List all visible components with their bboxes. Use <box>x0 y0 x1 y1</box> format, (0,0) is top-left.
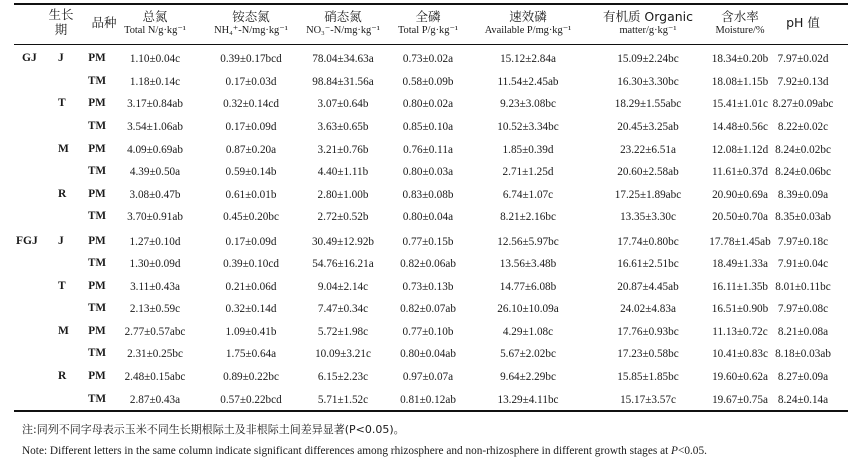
table-cell: 16.11±1.35b <box>711 281 769 293</box>
treatment-label: PM <box>88 370 106 382</box>
table-cell: 0.97±0.07a <box>402 371 454 383</box>
table-cell: 10.52±3.34bc <box>497 121 559 133</box>
table-cell: 3.08±0.47b <box>129 189 181 201</box>
header-col-zh: 有机质 Organic <box>602 9 694 24</box>
table-cell: 2.80±1.00b <box>317 189 369 201</box>
table-cell: 8.21±2.16bc <box>500 211 556 223</box>
table-cell: 0.81±0.12ab <box>400 394 456 406</box>
table-cell: 15.12±2.84a <box>500 53 556 65</box>
stage-label: J <box>58 235 64 247</box>
table-cell: 1.85±0.39d <box>502 144 554 156</box>
table-cell: 0.17±0.03d <box>225 76 277 88</box>
table-cell: 4.40±1.11b <box>317 166 369 178</box>
table-cell: 8.24±0.14a <box>777 394 829 406</box>
header-col-4 <box>388 9 468 38</box>
treatment-label: PM <box>88 188 106 200</box>
table-cell: 18.49±1.33a <box>712 258 768 270</box>
table-cell: 5.71±1.52c <box>317 394 369 406</box>
table-cell: 2.77±0.57abc <box>124 326 186 338</box>
table-cell: 1.27±0.10d <box>129 236 181 248</box>
table-cell: 8.39±0.09a <box>777 189 829 201</box>
table-cell: 8.24±0.06bc <box>775 166 831 178</box>
header-col-zh: 速效磷 <box>509 9 547 24</box>
table-cell: 30.49±12.92b <box>311 236 375 248</box>
stage-label: R <box>58 188 67 200</box>
table-cell: 7.91±0.04c <box>777 258 829 270</box>
table-cell: 7.97±0.18c <box>777 236 829 248</box>
table-cell: 0.73±0.02a <box>402 53 454 65</box>
table-cell: 8.01±0.11bc <box>775 281 831 293</box>
table-cell: 0.39±0.10cd <box>223 258 279 270</box>
table-cell: 0.76±0.11a <box>403 144 453 156</box>
table-cell: 7.47±0.34c <box>317 303 369 315</box>
note-chinese: 注:同列不同字母表示玉米不同生长期根际土及非根际土间差异显著(P<0.05)。 <box>22 423 405 436</box>
header-col-en: NH₄⁺-N/mg·kg⁻¹ <box>214 25 288 36</box>
table-cell: 6.74±1.07c <box>502 189 554 201</box>
table-cell: 0.59±0.14b <box>225 166 277 178</box>
table-cell: 11.54±2.45ab <box>497 76 559 88</box>
table-cell: 0.45±0.20bc <box>223 211 279 223</box>
treatment-label: TM <box>87 302 107 314</box>
table-cell: 4.29±1.08c <box>502 326 554 338</box>
table-cell: 8.22±0.02c <box>777 121 829 133</box>
stage-label: R <box>58 370 67 382</box>
table-cell: 5.67±2.02bc <box>500 348 556 360</box>
table-cell: 17.23±0.58bc <box>617 348 679 360</box>
treatment-label: PM <box>88 325 106 337</box>
table-cell: 18.34±0.20b <box>711 53 769 65</box>
table-cell: 20.90±0.69a <box>712 189 768 201</box>
table-cell: 3.17±0.84ab <box>127 98 183 110</box>
table-cell: 10.09±3.21c <box>315 348 371 360</box>
header-stage <box>46 7 76 37</box>
table-cell: 19.67±0.75a <box>712 394 768 406</box>
table-cell: 2.48±0.15abc <box>124 371 186 383</box>
table-cell: 23.22±6.51a <box>620 144 676 156</box>
table-cell: 11.13±0.72c <box>712 326 768 338</box>
table-cell: 15.41±1.01c <box>712 98 768 110</box>
table-cell: 7.97±0.08c <box>777 303 829 315</box>
header-col-zh: 全磷 <box>415 9 441 24</box>
table-cell: 10.41±0.83c <box>712 348 768 360</box>
treatment-label: TM <box>87 210 107 222</box>
header-col-3 <box>295 9 391 38</box>
group-label: GJ <box>22 52 37 64</box>
table-cell: 0.17±0.09d <box>225 236 277 248</box>
header-col-zh: 含水率 <box>721 9 759 24</box>
table-cell: 8.35±0.03ab <box>775 211 831 223</box>
table-cell: 3.70±0.91ab <box>127 211 183 223</box>
table-cell: 0.87±0.20a <box>225 144 277 156</box>
table-cell: 7.97±0.02d <box>777 53 829 65</box>
table-cell: 0.89±0.22bc <box>223 371 279 383</box>
stage-label: J <box>58 52 64 64</box>
table-cell: 0.82±0.07ab <box>400 303 456 315</box>
table-cell: 4.09±0.69ab <box>127 144 183 156</box>
table-cell: 2.71±1.25d <box>502 166 554 178</box>
header-col-zh: 铵态氮 <box>232 9 270 24</box>
table-cell: 19.60±0.62a <box>712 371 768 383</box>
table-cell: 17.25±1.89abc <box>614 189 682 201</box>
header-col-2 <box>203 9 299 38</box>
table-cell: 0.85±0.10a <box>402 121 454 133</box>
table-cell: 9.04±2.14c <box>317 281 369 293</box>
table-cell: 13.35±3.30c <box>620 211 676 223</box>
table-cell: 17.74±0.80bc <box>617 236 679 248</box>
table-cell: 3.07±0.64b <box>317 98 369 110</box>
table-cell: 1.09±0.41b <box>225 326 277 338</box>
table-cell: 13.56±3.48b <box>499 258 557 270</box>
header-col-en: NO₃⁻-N/mg·kg⁻¹ <box>306 25 380 36</box>
header-col-en: Total N/g·kg⁻¹ <box>124 25 186 36</box>
treatment-label: TM <box>87 347 107 359</box>
table-cell: 0.73±0.13b <box>402 281 454 293</box>
stage-label: T <box>58 280 66 292</box>
table-cell: 2.13±0.59c <box>129 303 181 315</box>
table-cell: 20.45±3.25ab <box>617 121 679 133</box>
stage-label: M <box>58 143 69 155</box>
table-cell: 1.75±0.64a <box>225 348 277 360</box>
table-cell: 2.72±0.52b <box>317 211 369 223</box>
table-cell: 9.23±3.08bc <box>500 98 556 110</box>
table-cell: 0.80±0.04a <box>402 211 454 223</box>
stage-label: M <box>58 325 69 337</box>
table-cell: 13.29±4.11bc <box>497 394 559 406</box>
treatment-label: PM <box>88 143 106 155</box>
table-cell: 20.87±4.45ab <box>617 281 679 293</box>
header-col-6 <box>588 9 708 38</box>
table-cell: 24.02±4.83a <box>620 303 676 315</box>
table-cell: 20.50±0.70a <box>712 211 768 223</box>
table-cell: 14.48±0.56c <box>712 121 768 133</box>
treatment-label: PM <box>88 97 106 109</box>
table-cell: 15.17±3.57c <box>620 394 676 406</box>
table-cell: 17.78±1.45ab <box>709 236 771 248</box>
table-cell: 0.80±0.03a <box>402 166 454 178</box>
table-cell: 12.08±1.12d <box>711 144 769 156</box>
table-cell: 0.77±0.10b <box>402 326 454 338</box>
table-cell: 20.60±2.58ab <box>617 166 679 178</box>
table-cell: 5.72±1.98c <box>317 326 369 338</box>
table-cell: 15.09±2.24bc <box>617 53 679 65</box>
table-cell: 2.31±0.25bc <box>127 348 183 360</box>
table-cell: 1.18±0.14c <box>129 76 181 88</box>
table-cell: 8.21±0.08a <box>777 326 829 338</box>
table-cell: 8.27±0.09abc <box>772 98 834 110</box>
table-cell: 16.51±0.90b <box>711 303 769 315</box>
table-cell: 0.82±0.06ab <box>400 258 456 270</box>
stage-label: T <box>58 97 66 109</box>
table-cell: 78.04±34.63a <box>312 53 374 65</box>
table-cell: 98.84±31.56a <box>312 76 374 88</box>
table-cell: 1.10±0.04c <box>129 53 181 65</box>
table-cell: 11.61±0.37d <box>711 166 769 178</box>
table-cell: 15.85±1.85bc <box>617 371 679 383</box>
treatment-label: PM <box>88 280 106 292</box>
table-cell: 14.77±6.08b <box>499 281 557 293</box>
table-cell: 1.30±0.09d <box>129 258 181 270</box>
table-cell: 0.58±0.09b <box>402 76 454 88</box>
header-variety-text: 品种 <box>91 15 117 30</box>
table-cell: 0.17±0.09d <box>225 121 277 133</box>
table-cell: 18.29±1.55abc <box>614 98 682 110</box>
note-english-suffix: <0.05. <box>677 445 707 457</box>
table-cell: 18.08±1.15b <box>711 76 769 88</box>
table-cell: 4.39±0.50a <box>129 166 181 178</box>
table-cell: 0.57±0.22bcd <box>220 394 282 406</box>
treatment-label: TM <box>87 120 107 132</box>
table-cell: 0.80±0.02a <box>402 98 454 110</box>
treatment-label: TM <box>87 393 107 405</box>
table-cell: 7.92±0.13d <box>777 76 829 88</box>
treatment-label: TM <box>87 165 107 177</box>
table-cell: 0.32±0.14cd <box>223 98 279 110</box>
table-cell: 9.64±2.29bc <box>500 371 556 383</box>
table-header-rule <box>14 44 848 45</box>
table-cell: 3.54±1.06ab <box>127 121 183 133</box>
table-cell: 6.15±2.23c <box>317 371 369 383</box>
table-cell: 0.32±0.14d <box>225 303 277 315</box>
note-english-p: P <box>671 445 678 457</box>
table-cell: 8.27±0.09a <box>777 371 829 383</box>
table-cell: 3.21±0.76b <box>317 144 369 156</box>
header-col-en: Moisture/% <box>715 25 765 36</box>
table-cell: 0.21±0.06d <box>225 281 277 293</box>
table-cell: 16.61±2.51bc <box>617 258 679 270</box>
header-col-en: Available P/mg·kg⁻¹ <box>484 25 572 36</box>
note-english-text: Note: Different letters in the same column indicate significant differences among rhizosphere and non-rhizosphere in different growth stages at <box>22 445 672 457</box>
table-cell: 0.39±0.17bcd <box>220 53 282 65</box>
table-cell: 0.80±0.04ab <box>400 348 456 360</box>
table-cell: 3.63±0.65b <box>317 121 369 133</box>
treatment-label: TM <box>87 75 107 87</box>
table-cell: 0.77±0.15b <box>402 236 454 248</box>
table-cell: 0.83±0.08b <box>402 189 454 201</box>
header-stage-text: 生长 期 <box>48 7 74 37</box>
note-english <box>22 445 707 457</box>
table-cell: 16.30±3.30bc <box>617 76 679 88</box>
header-col-zh: pH 值 <box>786 15 820 30</box>
header-col-8 <box>766 15 840 30</box>
table-cell: 2.87±0.43a <box>129 394 181 406</box>
treatment-label: PM <box>88 52 106 64</box>
header-col-1 <box>105 9 205 38</box>
table-cell: 54.76±16.21a <box>312 258 374 270</box>
header-col-en: Total P/g·kg⁻¹ <box>397 25 459 36</box>
header-col-zh: 总氮 <box>142 9 168 24</box>
treatment-label: PM <box>88 235 106 247</box>
table-cell: 8.18±0.03ab <box>775 348 831 360</box>
treatment-label: TM <box>87 257 107 269</box>
table-cell: 12.56±5.97bc <box>497 236 559 248</box>
header-col-5 <box>468 9 588 38</box>
table-cell: 17.76±0.93bc <box>617 326 679 338</box>
table-cell: 0.61±0.01b <box>225 189 277 201</box>
group-label: FGJ <box>16 235 38 247</box>
table-cell: 3.11±0.43a <box>130 281 180 293</box>
table-cell: 8.24±0.02bc <box>775 144 831 156</box>
table-cell: 26.10±10.09a <box>497 303 559 315</box>
table-top-rule <box>14 3 848 5</box>
header-col-zh: 硝态氮 <box>324 9 362 24</box>
header-col-en: matter/g·kg⁻¹ <box>619 25 677 36</box>
table-bottom-rule <box>14 410 848 412</box>
